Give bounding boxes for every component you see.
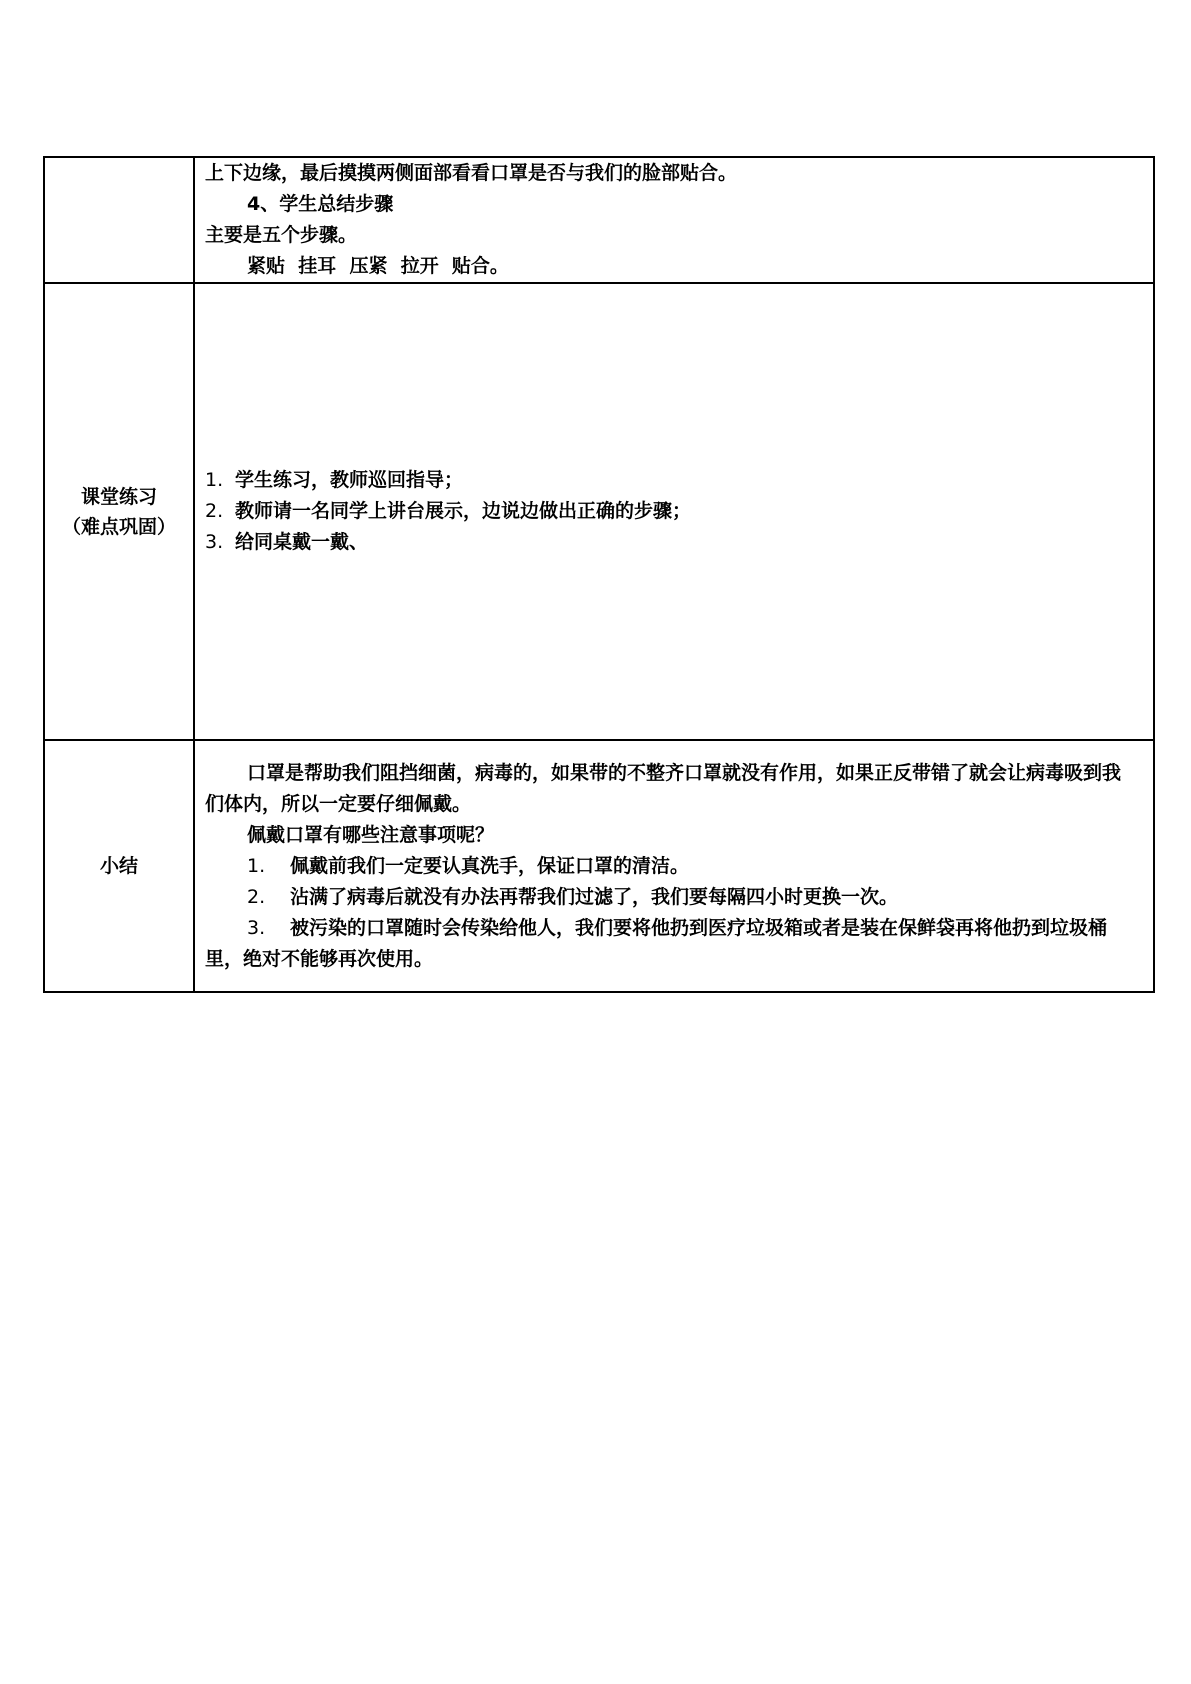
list-text: 被污染的口罩随时会传染给他人，我们要将他扔到医疗垃圾箱或者是装在保鲜袋再将他扔到垃圾桶里，绝对不能够再次使用。 xyxy=(205,916,1108,970)
summary-content-cell xyxy=(194,740,1154,992)
table-row xyxy=(44,740,1154,992)
table-row xyxy=(44,157,1154,283)
list-text: 教师请一名同学上讲台展示，边说边做出正确的步骤； xyxy=(235,500,692,522)
summary-question: 佩戴口罩有哪些注意事项呢？ xyxy=(247,823,495,846)
list-item xyxy=(205,527,1135,558)
row-label-practice xyxy=(44,283,194,740)
list-text: 沾满了病毒后就没有办法再帮我们过滤了，我们要每隔四小时更换一次。 xyxy=(290,885,899,908)
text-line: 主要是五个步骤。 xyxy=(205,224,358,246)
steps-summary-line: 紧贴 挂耳 压紧 拉开 贴合。 xyxy=(247,255,509,277)
text-line: 上下边缘，最后摸摸两侧面部看看口罩是否与我们的脸部贴合。 xyxy=(205,162,738,184)
list-item xyxy=(205,851,1135,882)
text-line: 4、学生总结步骤 xyxy=(247,193,394,215)
list-item xyxy=(205,496,1135,527)
practice-sublabel: （难点巩固） xyxy=(61,515,176,538)
list-number: 2. xyxy=(205,500,224,522)
practice-content-cell xyxy=(194,283,1154,740)
list-number: 2. xyxy=(247,885,266,908)
summary-intro: 口罩是帮助我们阻挡细菌，病毒的，如果带的不整齐口罩就没有作用，如果正反带错了就会让病毒吸到我们体内，所以一定要仔细佩戴。 xyxy=(205,761,1122,815)
list-item xyxy=(205,465,1135,496)
list-item xyxy=(205,913,1135,975)
lesson-plan-table xyxy=(43,156,1155,993)
steps-continuation-cell xyxy=(194,157,1154,283)
row-label-summary: 小结 xyxy=(44,740,194,992)
list-number: 1. xyxy=(205,469,224,491)
row-label-empty xyxy=(44,157,194,283)
list-number: 1. xyxy=(247,854,266,877)
list-item xyxy=(205,882,1135,913)
practice-label: 课堂练习 xyxy=(80,485,157,508)
list-number: 3. xyxy=(205,531,224,553)
table-row xyxy=(44,283,1154,740)
list-text: 学生练习，教师巡回指导； xyxy=(235,469,464,491)
list-text: 佩戴前我们一定要认真洗手，保证口罩的清洁。 xyxy=(290,854,690,877)
list-number: 3. xyxy=(247,916,266,939)
list-text: 给同桌戴一戴、 xyxy=(235,531,369,553)
